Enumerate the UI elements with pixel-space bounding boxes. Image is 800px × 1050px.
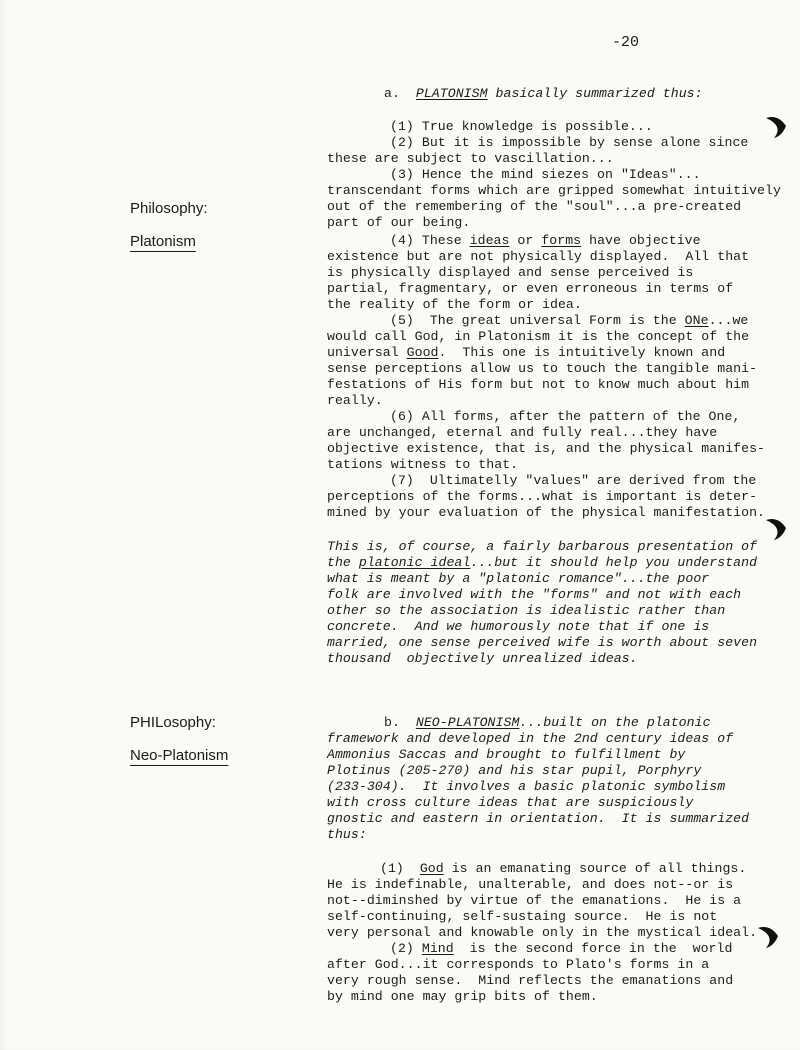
commentary-line-3: what is meant by a "platonic romance"...the poor <box>327 571 710 586</box>
point-2-line-1: (2) But it is impossible by sense alone since <box>390 135 749 150</box>
point-4-line-2: existence but are not physically displayed. All that <box>327 249 750 264</box>
commentary-line-7: married, one sense perceived wife is worth about seven <box>327 635 758 650</box>
point-7-line-1: (7) Ultimatelly "values" are derived from the <box>390 473 757 488</box>
point-5-line-3-end: . This one is intuitively known and <box>438 345 726 360</box>
point-4-or: or <box>509 233 542 248</box>
commentary-line-8: thousand objectively unrealized ideas. <box>327 651 638 666</box>
point-5-line-4: sense perceptions allow us to touch the tangible mani- <box>327 361 758 376</box>
neo-point-2-line-3: very rough sense. Mind reflects the emanations and <box>327 973 734 988</box>
section-b-line-6: with cross culture ideas that are suspiciously <box>327 795 694 810</box>
point-1: (1) True knowledge is possible... <box>390 119 653 134</box>
neo-point-2-line-4: by mind one may grip bits of them. <box>327 989 598 1004</box>
section-b-line-7: gnostic and eastern in orientation. It is summarized <box>327 811 750 826</box>
neo-point-1-line-3: not--diminshed by virtue of the emanations. He is a <box>327 893 742 908</box>
point-7-line-2: perceptions of the forms...what is important is deter- <box>327 489 758 504</box>
point-3-line-3: out of the remembering of the "soul"...a pre-created <box>327 199 742 214</box>
commentary-line-4: folk are involved with the "forms" and not with each <box>327 587 742 602</box>
point-2-line-2: these are subject to vascillation... <box>327 151 614 166</box>
section-b-line-8: thus: <box>327 827 367 842</box>
point-5-universal: universal <box>327 345 407 360</box>
point-3-line-4: part of our being. <box>327 215 471 230</box>
section-b-line-3: Ammonius Saccas and brought to fulfillment by <box>327 747 686 762</box>
commentary-line-2 <box>327 555 757 571</box>
page-number: -20 <box>612 34 640 51</box>
section-b-term: NEO-PLATONISM <box>415 715 520 730</box>
term-forms: forms <box>541 233 582 248</box>
section-a-term: PLATONISM <box>415 86 488 101</box>
point-5-text-end: ...we <box>708 313 749 328</box>
point-5-line-6: really. <box>327 393 383 408</box>
point-5-line-5: festations of His form but not to know much about him <box>327 377 750 392</box>
point-4-text-end: have objective <box>581 233 701 248</box>
term-god: God <box>419 861 444 876</box>
neo-point-1-line-1 <box>380 861 746 877</box>
section-b-heading-rest: ...built on the platonic <box>519 715 711 730</box>
term-mind: Mind <box>421 941 454 956</box>
point-6-line-4: tations witness to that. <box>327 457 519 472</box>
section-b-heading <box>384 715 711 731</box>
section-b-line-2: framework and developed in the 2nd century ideas of <box>327 731 734 746</box>
term-good: Good <box>406 345 439 360</box>
point-5-line-3 <box>327 345 725 361</box>
neo-point-1-text: is an emanating source of all things. <box>443 861 747 876</box>
term-platonic-ideal: platonic ideal <box>358 555 471 570</box>
neo-point-1-line-5: very personal and knowable only in the mystical ideal. <box>327 925 758 940</box>
point-4-line-3: is physically displayed and sense perceived is <box>327 265 694 280</box>
margin-label-platonism: Platonism <box>130 233 196 250</box>
section-b-line-4: Plotinus (205-270) and his star pupil, Porphyry <box>327 763 702 778</box>
neo-point-2-text: is the second force in the world <box>453 941 733 956</box>
section-b-line-5: (233-304). It involves a basic platonic symbolism <box>327 779 726 794</box>
point-4-line-1 <box>390 233 701 249</box>
point-3-line-2: transcendant forms which are gripped somewhat intuitively <box>327 183 781 198</box>
commentary-the: the <box>327 555 359 570</box>
punch-hole-mark-icon <box>764 114 788 138</box>
point-6-line-2: are unchanged, eternal and fully real...they have <box>327 425 718 440</box>
section-a-heading <box>384 86 703 102</box>
punch-hole-mark-icon <box>756 924 780 948</box>
point-5-text: (5) The great universal Form is the <box>390 313 685 328</box>
commentary-line-2-end: ...but it should help you understand <box>470 555 758 570</box>
point-6-line-3: objective existence, that is, and the physical manifes- <box>327 441 766 456</box>
neo-point-2-line-1 <box>390 941 732 957</box>
section-a-prefix: a. <box>384 86 400 101</box>
section-a-heading-rest: basically summarized thus: <box>487 86 703 101</box>
neo-point-2-prefix: (2) <box>390 941 422 956</box>
point-3-line-1: (3) Hence the mind siezes on "Ideas"... <box>390 167 701 182</box>
margin-label-philosophy: Philosophy: <box>130 200 208 217</box>
point-5-line-2: would call God, in Platonism it is the concept of the <box>327 329 750 344</box>
punch-hole-mark-icon <box>764 516 788 540</box>
section-b-prefix: b. <box>384 715 400 730</box>
point-5-line-1 <box>390 313 748 329</box>
commentary-line-6: concrete. And we humorously note that if one is <box>327 619 710 634</box>
margin-label-philosophy-2: PHILosophy: <box>130 714 216 731</box>
point-4-line-4: partial, fragmentary, or even erroneous in terms of <box>327 281 734 296</box>
commentary-line-1: This is, of course, a fairly barbarous presentation of <box>327 539 758 554</box>
neo-point-1-line-2: He is indefinable, unalterable, and does not--or is <box>327 877 734 892</box>
commentary-line-5: other so the association is idealistic rather than <box>327 603 726 618</box>
point-4-line-5: the reality of the form or idea. <box>327 297 582 312</box>
neo-point-1-prefix: (1) <box>380 861 420 876</box>
point-6-line-1: (6) All forms, after the pattern of the One, <box>390 409 741 424</box>
neo-point-2-line-2: after God...it corresponds to Plato's forms in a <box>327 957 710 972</box>
neo-point-1-line-4: self-continuing, self-sustaing source. He is not <box>327 909 718 924</box>
term-ideas: ideas <box>469 233 510 248</box>
margin-label-neo-platonism: Neo-Platonism <box>130 747 229 764</box>
point-7-line-3: mined by your evaluation of the physical manifestation. <box>327 505 766 520</box>
point-4-text: (4) These <box>390 233 470 248</box>
term-one: ONe <box>684 313 709 328</box>
